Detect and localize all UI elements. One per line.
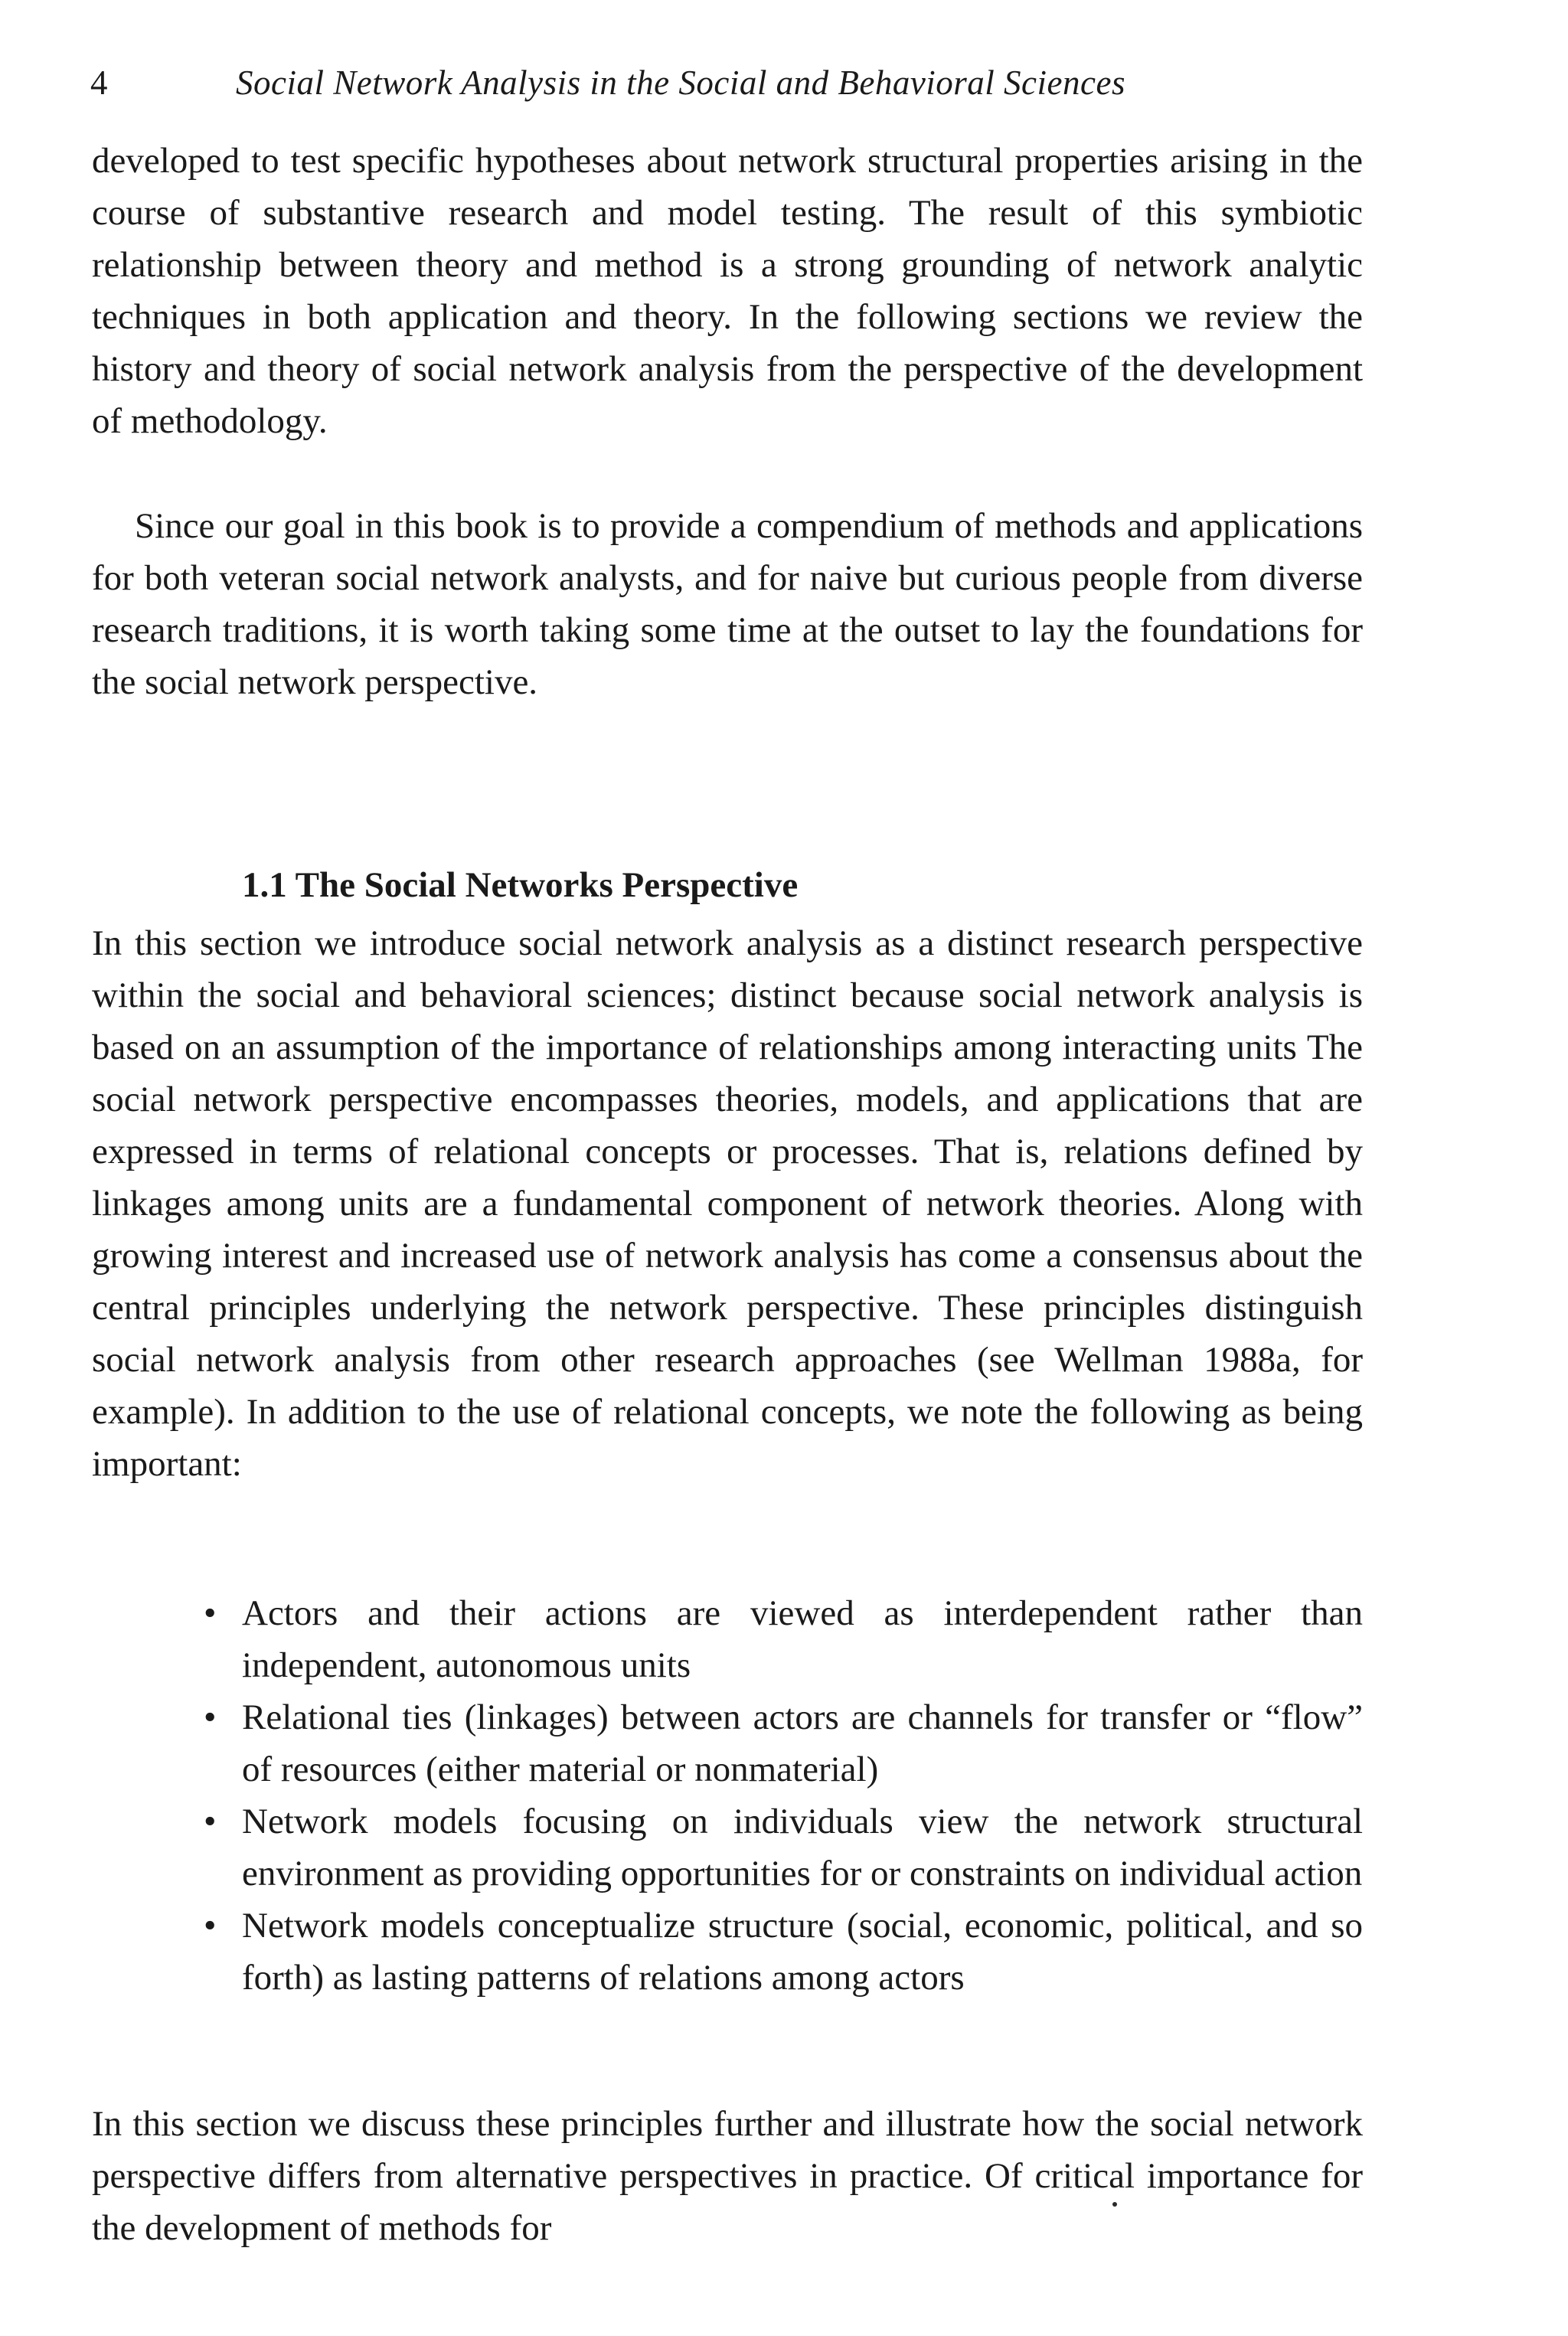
paragraph-discussion: In this section we discuss these principles further and illustrate how the social network perspective differs from alternative perspectives in practice. Of critical importance for the development of methods for xyxy=(92,2104,1363,2248)
bullet-icon: • xyxy=(204,1906,217,1946)
bullet-icon: • xyxy=(204,1697,217,1737)
bullet-icon: • xyxy=(204,1802,217,1841)
list-item xyxy=(199,1795,1363,1900)
section-heading: 1.1 The Social Networks Perspective xyxy=(242,865,799,905)
page-number: 4 xyxy=(90,64,108,102)
list-item-text: Network models focusing on individuals view the network structural environment as providing opportunities for or constraints on individual action xyxy=(242,1802,1363,1893)
paragraph-continuation: developed to test specific hypotheses about network structural properties arising in the course of substantive research and model testing. The result of this symbiotic relationship between theory and method is a strong grounding of network analytic techniques in both application and theory. In the following sections we review the history and theory of social network analysis from the perspective of the development of methodology. xyxy=(92,141,1363,441)
bullet-icon: • xyxy=(204,1593,217,1633)
principles-list xyxy=(199,1587,1363,2004)
list-item-text: Relational ties (linkages) between actors are channels for transfer or “flow” of resources (either material or nonmaterial) xyxy=(242,1697,1363,1789)
list-item xyxy=(199,1691,1363,1795)
list-item-text: Network models conceptualize structure (social, economic, political, and so forth) as lasting patterns of relations among actors xyxy=(242,1906,1363,1998)
paragraph-section-intro: In this section we introduce social network analysis as a distinct research perspective within the social and behavioral sciences; distinct because social network analysis is based on an assumption of the importance of relationships among interacting units The social network perspective encompasses theories, models, and applications that are expressed in terms of relational concepts or processes. That is, relations defined by linkages among units are a fundamental component of network theories. Along with growing interest and increased use of network analysis has come a consensus about the central principles underlying the network perspective. These principles distinguish social network analysis from other research approaches (see Wellman 1988a, for example). In addition to the use of relational concepts, we note the following as being important: xyxy=(92,923,1363,1484)
running-head xyxy=(90,60,1392,106)
list-item-text: Actors and their actions are viewed as interdependent rather than independent, autonomous units xyxy=(242,1593,1363,1685)
list-item xyxy=(199,1900,1363,2004)
running-title: Social Network Analysis in the Social and Behavioral Sciences xyxy=(236,64,1125,102)
paragraph-book-goal: Since our goal in this book is to provide a compendium of methods and applications for both veteran social network analysts, and for naive but curious people from diverse research traditions, it is worth taking some time at the outset to lay the foundations for the social network perspective. xyxy=(92,506,1363,702)
ink-speck xyxy=(1112,2202,1117,2207)
list-item xyxy=(199,1587,1363,1691)
